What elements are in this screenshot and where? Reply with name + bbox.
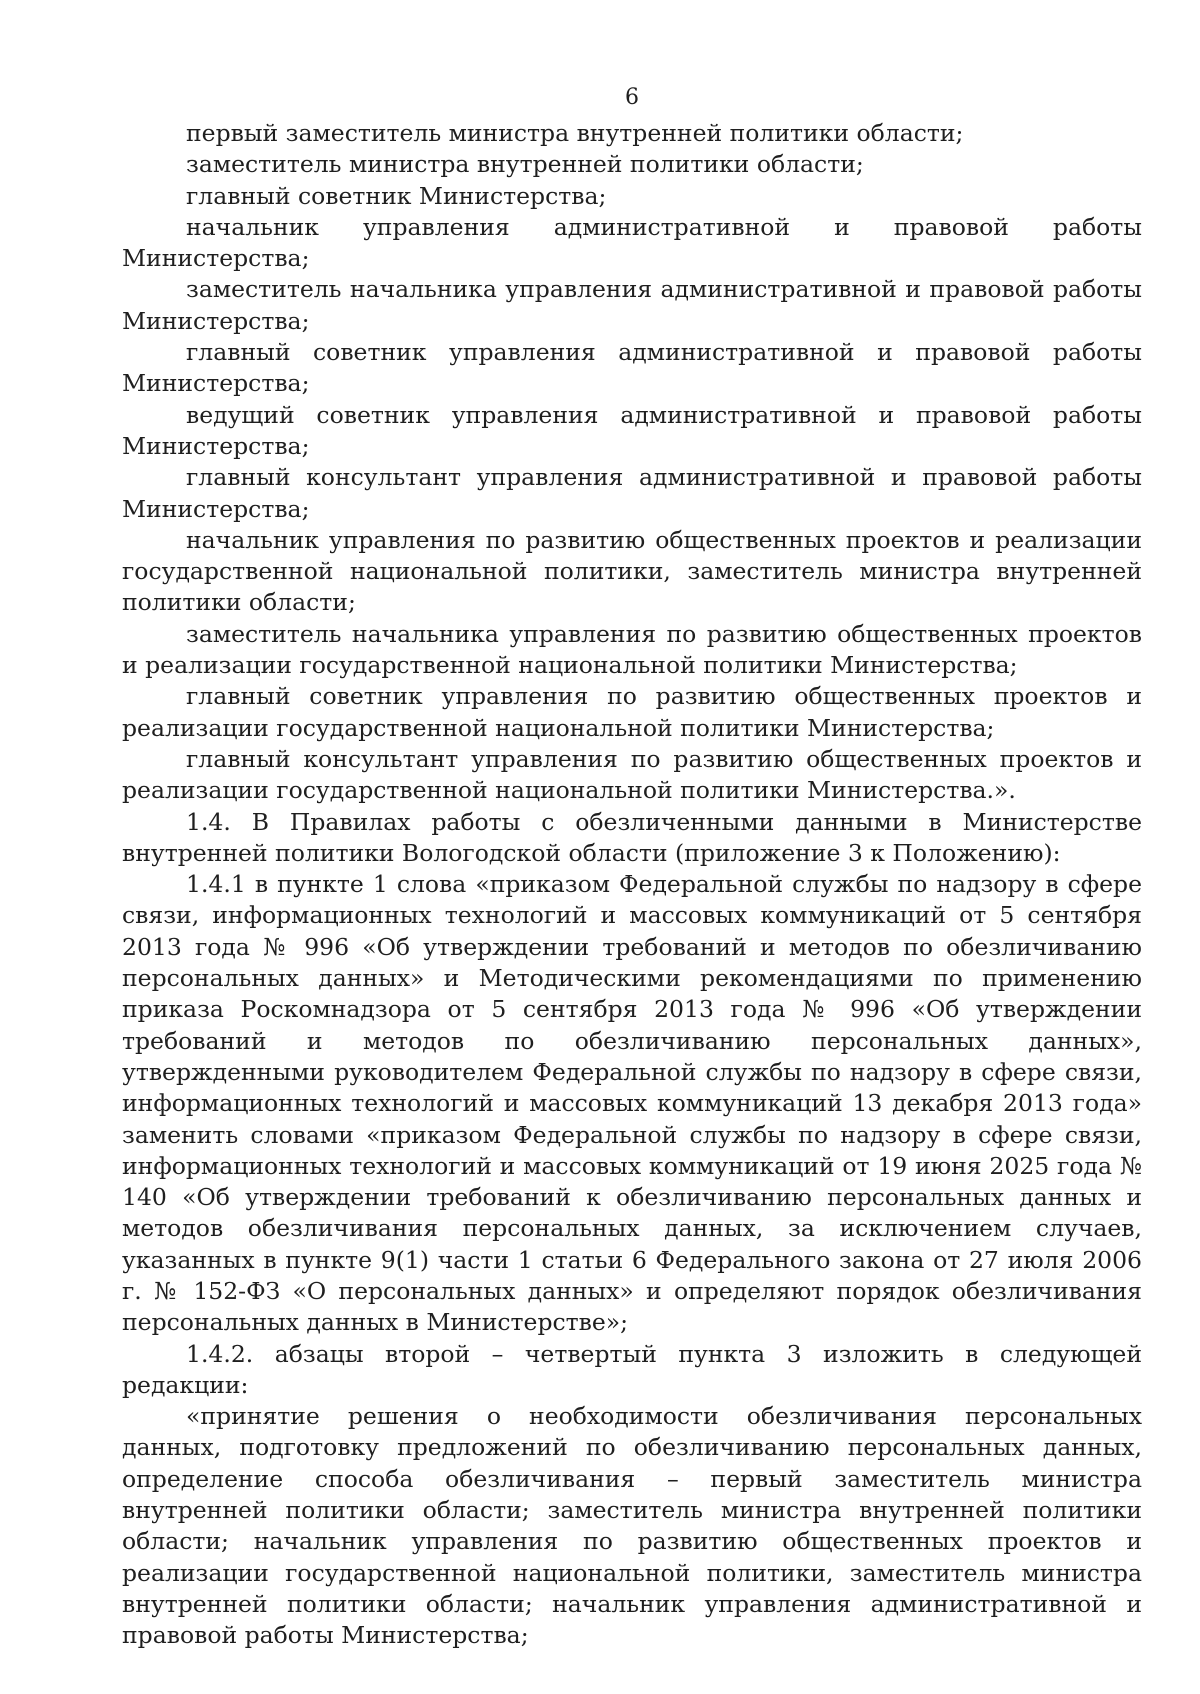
section-heading-paragraph: 1.4. В Правилах работы с обезличенными данными в Министерстве внутренней политики Вологодской области (приложение 3 к Положению): (122, 807, 1142, 867)
paragraph: заместитель начальника управления по развитию общественных проектов и реализации государственной национальной политики Министерства; (122, 619, 1142, 680)
paragraph: первый заместитель министра внутренней политики области; (186, 119, 964, 147)
paragraph: 1.4.1 в пункте 1 слова «приказом Федеральной службы по надзору в сфере связи, информационных технологий и массовых коммуникаций от 5 сентября 2013 года № 996 «Об утверждении требований и методов по обезличиванию персональных данных» и Методическими рекомендациями по применению приказа Роскомнадзора от 5 сентября 2013 года № 996 «Об утверждении требований и методов по обезличиванию персональных данных», утвержденными руководителем Федеральной службы по надзору в сфере связи, информационных технологий и массовых коммуникаций 13 декабря 2013 года» заменить словами «приказом Федеральной службы по надзору в сфере связи, информационных технологий и массовых коммуникаций от 19 июня 2025 года № 140 «Об утверждении требований к обезличиванию персональных данных и методов обезличивания персональных данных, за исключением случаев, указанных в пункте 9(1) части 1 статьи 6 Федерального закона от 27 июля 2006 г. № 152-ФЗ «О персональных данных» и определяют порядок обезличивания персональных данных в Министерстве»; (122, 870, 1142, 1337)
paragraph: главный советник управления административной и правовой работы Министерства; (122, 338, 1142, 398)
paragraph: главный консультант управления административной и правовой работы Министерства; (122, 463, 1142, 523)
paragraph: заместитель министра внутренней политики области; (186, 150, 864, 179)
paragraph: 1.4.2. абзацы второй – четвертый пункта 3 изложить в следующей редакции: (122, 1339, 1142, 1399)
paragraph: начальник управления по развитию общественных проектов и реализации государственной национальной политики, заместитель министра внутренней политики области; (122, 525, 1142, 617)
paragraph: главный советник Министерства; (186, 181, 607, 210)
page-number: 6 (625, 85, 639, 110)
paragraph: «принятие решения о необходимости обезличивания персональных данных, подготовку предложений по обезличиванию персональных данных, определение способа обезличивания – первый заместитель министра внутренней политики области; заместитель министра внутренней политики области; начальник управления по развитию общественных проектов и реализации государственной национальной политики, заместитель министра внутренней политики области; начальник управления административной и правовой работы Министерства; (122, 1402, 1142, 1650)
paragraph: начальник управления административной и правовой работы Министерства; (122, 212, 1142, 273)
paragraph: ведущий советник управления административной и правовой работы Министерства; (122, 400, 1142, 460)
paragraph: главный советник управления по развитию общественных проектов и реализации государственной национальной политики Министерства; (122, 682, 1142, 742)
paragraph: главный консультант управления по развитию общественных проектов и реализации государственной национальной политики Министерства.». (122, 744, 1142, 805)
document-body (122, 118, 1142, 1652)
paragraph: заместитель начальника управления административной и правовой работы Министерства; (122, 275, 1142, 335)
